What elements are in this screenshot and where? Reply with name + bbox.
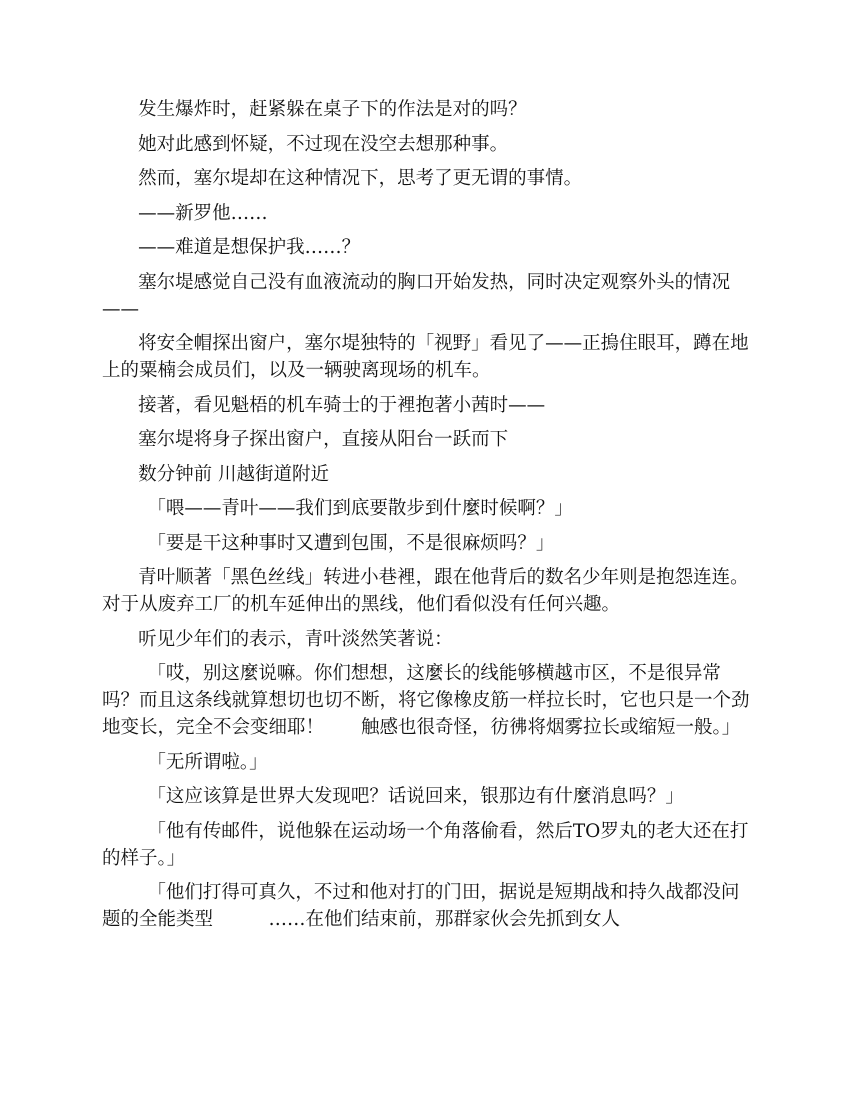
paragraph: 听见少年们的表示，青叶淡然笑著说： xyxy=(138,628,453,650)
paragraph: 塞尔堤感觉自己没有血液流动的胸口开始发热，同时决定观察外头的情况—— xyxy=(102,271,731,320)
paragraph: 她对此感到怀疑，不过现在没空去想那种事。 xyxy=(138,133,509,155)
dialogue-paragraph: 「哎，别这麼说嘛。你们想想，这麼长的线能够横越市区，不是很异常吗？而且这条线就算想切也切不断，将它像橡皮筋一样拉长时，它也只是一个劲地变长，完全不会变细耶！ 触感也很奇怪，彷彿将烟雾拉长或缩短一般。」 xyxy=(102,663,750,738)
paragraph: 塞尔堤将身子探出窗户，直接从阳台一跃而下 xyxy=(138,429,509,450)
dialogue-paragraph: 「无所谓啦。」 xyxy=(147,751,268,773)
paragraph: 发生爆炸时，赶紧躲在桌子下的作法是对的吗？ xyxy=(138,99,527,120)
dialogue-paragraph: 「这应该算是世界大发现吧？话说回来，银那边有什麼消息吗？」 xyxy=(147,786,684,807)
novel-text-body xyxy=(102,96,752,941)
dialogue-paragraph: 「喂——青叶——我们到底要散步到什麼时候啊？」 xyxy=(147,498,573,519)
dialogue-paragraph: 「他们打得可真久，不过和他对打的门田，据说是短期战和持久战都没问题的全能类型 ……在他们结束前，那群家伙会先抓到女人 xyxy=(102,882,740,930)
paragraph: ——难道是想保护我……？ xyxy=(138,237,361,258)
paragraph: ——新罗他…… xyxy=(138,202,268,224)
paragraph: 青叶顺著「黑色丝线」转进小巷裡，跟在他背后的数名少年则是抱怨连连。对于从废弃工厂的机车延伸出的黑线，他们看似没有任何兴趣。 xyxy=(102,567,749,615)
dialogue-paragraph: 「他有传邮件，说他躲在运动场一个角落偷看，然后TO罗丸的老大还在打的样子。」 xyxy=(102,820,749,869)
scene-heading: 数分钟前 川越街道附近 xyxy=(138,463,329,485)
paragraph: 然而，塞尔堤却在这种情况下，思考了更无谓的事情。 xyxy=(138,168,583,189)
dialogue-paragraph: 「要是干这种事时又遭到包围，不是很麻烦吗？」 xyxy=(147,532,555,554)
paragraph: 将安全帽探出窗户，塞尔堤独特的「视野」看见了——正摀住眼耳，蹲在地上的粟楠会成员们，以及一辆驶离现场的机车。 xyxy=(102,333,749,381)
paragraph: 接著，看见魁梧的机车骑士的于裡抱著小茜时—— xyxy=(138,394,546,416)
